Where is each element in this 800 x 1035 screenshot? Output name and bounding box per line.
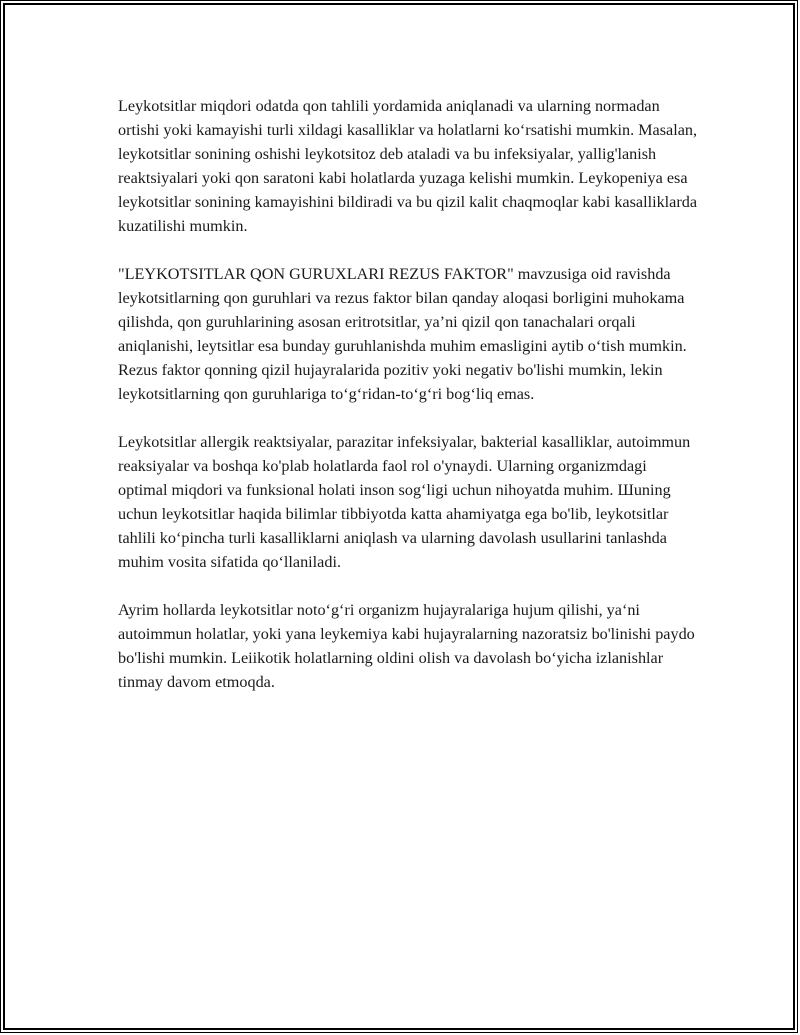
paragraph-blood-groups-rhesus: "LEYKOTSITLAR QON GURUXLARI REZUS FAKTOR" mavzusiga oid ravishda leykotsitlarning qon guruhlari va rezus faktor bilan qanday aloqasi borligini muhokama qilishda, qon guruhlarining asosan eritrotsitlar, ya’ni qizil qon tanachalari orqali aniqlanishi, leytsitlar esa bunday guruhlanishda muhim emasligini aytib o‘tish mumkin. Rezus faktor qonning qizil hujayralarida pozitiv yoki negativ bo'lishi mumkin, lekin leykotsitlarning qon guruhlariga to‘g‘ridan-to‘g‘ri bog‘liq emas.: [118, 265, 687, 403]
paragraph-autoimmune-leukemia: Ayrim hollarda leykotsitlar noto‘g‘ri organizm hujayralariga hujum qilishi, ya‘ni autoimmun holatlar, yoki yana leykemiya kabi hujayralarning nazoratsiz bo'linishi paydo bo'lishi mumkin. Leiikotik holatlarning oldini olish va davolash bo‘yicha izlanishlar tinmay davom etmoqda.: [118, 601, 695, 691]
paragraph-leukocyte-roles: Leykotsitlar allergik reaktsiyalar, parazitar infeksiyalar, bakterial kasalliklar, autoimmun reaksiyalar va boshqa ko'plab holatlarda faol rol o'ynaydi. Ularning organizmdagi optimal miqdori va funksional holati inson sog‘ligi uchun nihoyatda muhim. Шuning uchun leykotsitlar haqida bilimlar tibbiyotda katta ahamiyatga ega bo'lib, leykotsitlar tahlili ko‘pincha turli kasalliklarni aniqlash va ularning davolash usullarini tanlashda muhim vosita sifatida qo‘llaniladi.: [118, 433, 691, 571]
document-body: [118, 94, 698, 718]
paragraph-leukocyte-count: Leykotsitlar miqdori odatda qon tahlili yordamida aniqlanadi va ularning normadan ortishi yoki kamayishi turli xildagi kasalliklar va holatlarni ko‘rsatishi mumkin. Masalan, leykotsitlar sonining oshishi leykotsitoz deb ataladi va bu infeksiyalar, yallig'lanish reaktsiyalari yoki qon saratoni kabi holatlarda yuzaga kelishi mumkin. Leykopeniya esa leykotsitlar sonining kamayishini bildiradi va bu qizil kalit chaqmoqlar kabi kasalliklarda kuzatilishi mumkin.: [118, 97, 698, 235]
